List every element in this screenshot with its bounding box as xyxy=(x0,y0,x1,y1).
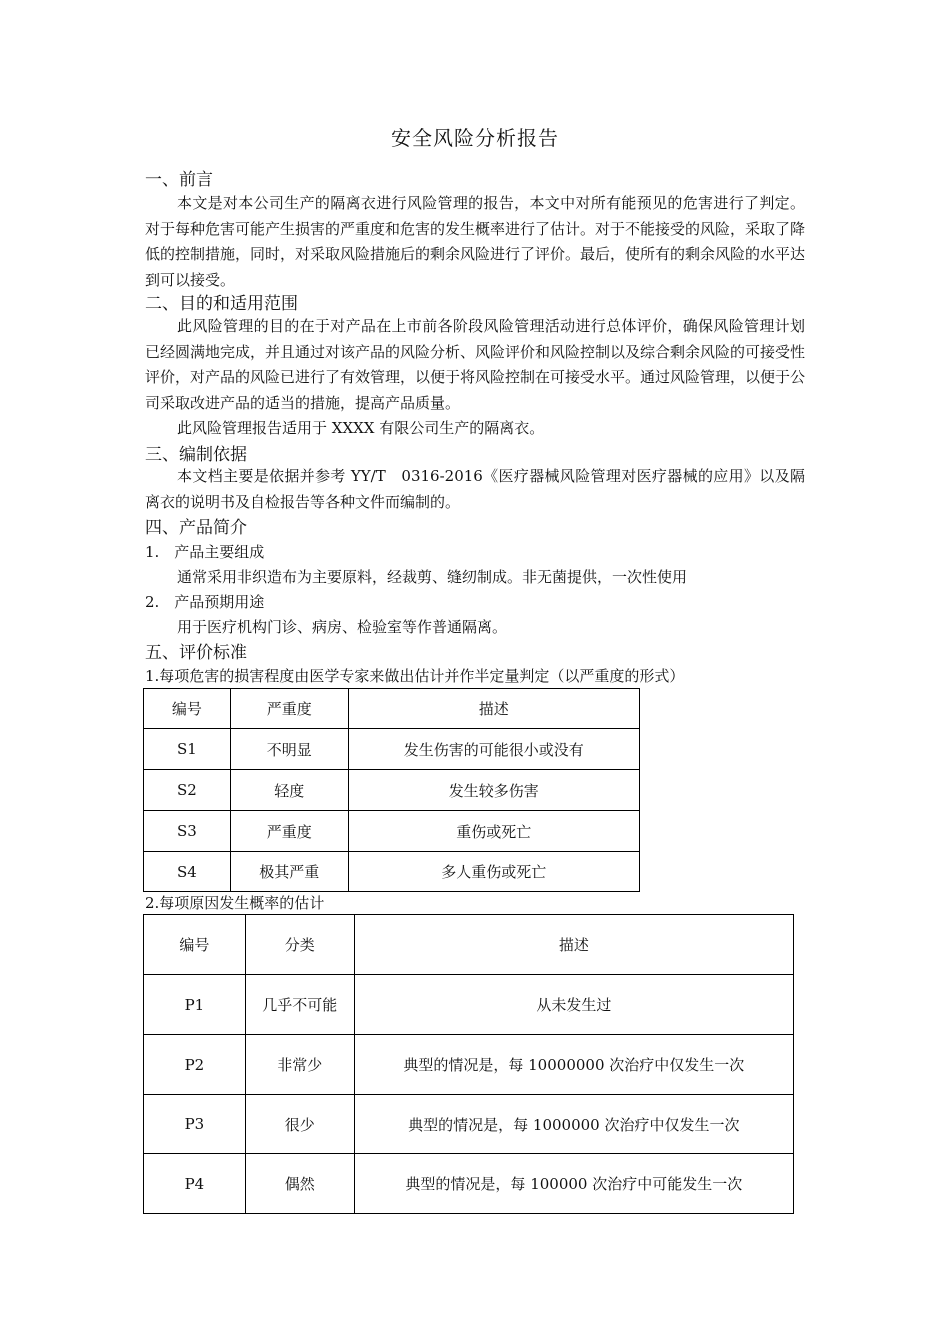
composition-text: 通常采用非织造布为主要原料，经裁剪、缝纫制成。非无菌提供，一次性使用 xyxy=(177,568,688,586)
table-cell: 偶然 xyxy=(245,1154,354,1214)
section-heading-product: 四、产品简介 xyxy=(145,518,247,538)
table2-caption: 2.每项原因发生概率的估计 xyxy=(145,894,325,912)
table1-caption: 1.每项危害的损害程度由医学专家来做出估计并作半定量判定（以严重度的形式） xyxy=(145,667,685,685)
table-cell: 典型的情况是，每 1000000 次治疗中仅发生一次 xyxy=(354,1095,793,1154)
subheading-composition: 1. 产品主要组成 xyxy=(145,543,265,561)
table-cell: 发生较多伤害 xyxy=(348,770,639,811)
severity-table xyxy=(143,688,640,892)
table-header-row xyxy=(144,915,794,975)
table-cell: 极其严重 xyxy=(230,852,348,892)
table-header-cell: 描述 xyxy=(348,689,639,729)
table-cell: P4 xyxy=(144,1154,246,1214)
section-heading-purpose: 二、目的和适用范围 xyxy=(145,294,298,314)
table-cell: 很少 xyxy=(245,1095,354,1154)
table-header-cell: 分类 xyxy=(245,915,354,975)
table-cell: 重伤或死亡 xyxy=(348,811,639,852)
table-header-row xyxy=(144,689,640,729)
table-header-cell: 编号 xyxy=(144,689,231,729)
table-cell: S1 xyxy=(144,729,231,770)
table-cell: 多人重伤或死亡 xyxy=(348,852,639,892)
basis-paragraph: 本文档主要是依据并参考 YY/T 0316-2016《医疗器械风险管理对医疗器械的应用》以及隔离衣的说明书及自检报告等各种文件而编制的。 xyxy=(145,467,805,511)
table-cell: 典型的情况是，每 10000000 次治疗中仅发生一次 xyxy=(354,1035,793,1095)
table-row xyxy=(144,811,640,852)
table-cell: 不明显 xyxy=(230,729,348,770)
table-cell: 发生伤害的可能很小或没有 xyxy=(348,729,639,770)
subheading-intended-use: 2. 产品预期用途 xyxy=(145,593,265,611)
page-title: 安全风险分析报告 xyxy=(391,126,559,150)
table-header-cell: 严重度 xyxy=(230,689,348,729)
table-cell: 非常少 xyxy=(245,1035,354,1095)
table-cell: 几乎不可能 xyxy=(245,975,354,1035)
intended-use-text: 用于医疗机构门诊、病房、检验室等作普通隔离。 xyxy=(177,618,508,636)
table-cell: 严重度 xyxy=(230,811,348,852)
table-row xyxy=(144,1095,794,1154)
purpose-paragraph: 此风险管理的目的在于对产品在上市前各阶段风险管理活动进行总体评价，确保风险管理计划已经圆满地完成，并且通过对该产品的风险分析、风险评价和风险控制以及综合剩余风险的可接受性评价，对产品的风险已进行了有效管理，以便于将风险控制在可接受水平。通过风险管理，以便于公司采取改进产品的适当的措施，提高产品质量。 xyxy=(145,317,806,412)
table-row xyxy=(144,1035,794,1095)
table-row xyxy=(144,852,640,892)
table-row xyxy=(144,770,640,811)
table-header-cell: 描述 xyxy=(354,915,793,975)
table-cell: 从未发生过 xyxy=(354,975,793,1035)
table-cell: P1 xyxy=(144,975,246,1035)
preface-paragraph: 本文是对本公司生产的隔离衣进行风险管理的报告，本文中对所有能预见的危害进行了判定。对于每种危害可能产生损害的严重度和危害的发生概率进行了估计。对于不能接受的风险，采取了降低的控制措施，同时，对采取风险措施后的剩余风险进行了评价。最后，使所有的剩余风险的水平达到可以接受。 xyxy=(145,194,806,289)
table-cell: S4 xyxy=(144,852,231,892)
section-heading-preface: 一、前言 xyxy=(145,170,213,190)
table-cell: 轻度 xyxy=(230,770,348,811)
section-heading-criteria: 五、评价标准 xyxy=(145,643,247,663)
section-heading-basis: 三、编制依据 xyxy=(145,445,247,465)
table-row xyxy=(144,729,640,770)
probability-table xyxy=(143,914,794,1214)
table-cell: P2 xyxy=(144,1035,246,1095)
table-row xyxy=(144,975,794,1035)
scope-paragraph: 此风险管理报告适用于 XXXX 有限公司生产的隔离衣。 xyxy=(177,419,545,437)
table-header-cell: 编号 xyxy=(144,915,246,975)
table-cell: S3 xyxy=(144,811,231,852)
table-cell: 典型的情况是，每 100000 次治疗中可能发生一次 xyxy=(354,1154,793,1214)
table-cell: S2 xyxy=(144,770,231,811)
table-row xyxy=(144,1154,794,1214)
table-cell: P3 xyxy=(144,1095,246,1154)
